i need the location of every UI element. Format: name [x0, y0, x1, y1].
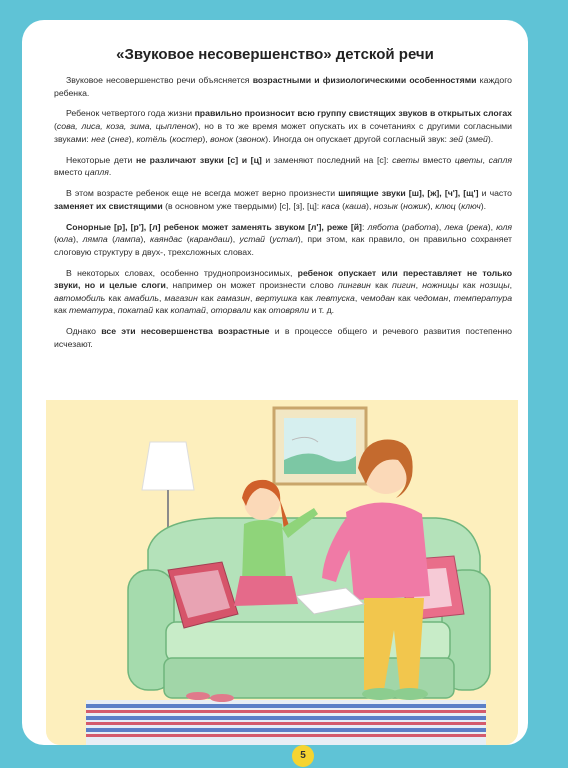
text-run: как — [458, 280, 480, 291]
bold-text: шипящие звуки [ш], [ж], [ч'], [щ'] — [338, 188, 479, 199]
italic-example: светы — [392, 154, 420, 165]
italic-example: клюц — [435, 200, 456, 211]
italic-example: лябота — [367, 221, 399, 232]
italic-example: оторвали — [210, 305, 252, 316]
text-run: (в основном уже твердыми) [с], [з], [ц]: — [162, 200, 322, 211]
italic-example: лампа — [115, 234, 141, 245]
italic-example: сапля — [488, 154, 512, 165]
text-run: ), — [140, 234, 150, 245]
text-run: ( — [397, 200, 404, 211]
text-run: ( — [462, 133, 469, 144]
italic-example: вертушка — [255, 292, 298, 303]
text-run: , например он может произнести слово — [165, 280, 339, 291]
text-run: , — [249, 292, 256, 303]
italic-example: копатай — [170, 305, 206, 316]
italic-example: каша — [345, 200, 367, 211]
text-run: и часто — [478, 188, 512, 199]
text-run: ). — [487, 133, 494, 144]
text-run: , — [354, 292, 361, 303]
text-run: ), — [436, 221, 445, 232]
text-run: и в процессе общего и речевого развития постепенно исчезают. — [54, 326, 512, 349]
text-run: ), — [229, 234, 240, 245]
text-run: ), — [427, 200, 436, 211]
page-number: 5 — [292, 745, 314, 767]
italic-example: снег — [110, 133, 129, 144]
text-run: , — [448, 292, 454, 303]
bold-text: правильно произносит всю группу свистящих звуков в открытых слогах — [194, 108, 512, 119]
text-run: ( — [463, 221, 470, 232]
italic-example: юла — [56, 234, 73, 245]
italic-example: левтуска — [316, 292, 355, 303]
text-run: , — [112, 305, 118, 316]
text-run: ( — [455, 200, 462, 211]
italic-example: лека — [444, 221, 464, 232]
italic-example: костер — [172, 133, 203, 144]
italic-example: юля — [496, 221, 512, 232]
bold-text: заменяет их свистящими — [54, 200, 163, 211]
text-run: Ребенок четвертого года жизни — [66, 108, 195, 119]
text-run: ( — [398, 221, 405, 232]
text-run: , — [415, 280, 423, 291]
italic-example: цветы — [454, 154, 483, 165]
bold-text: Сонорные [р], [р'], [л] ребенок может заменять звуком [л'], реже [й] — [66, 221, 362, 232]
text-run: ( — [54, 121, 57, 132]
text-run: ( — [233, 133, 239, 144]
italic-example: пингвин — [338, 280, 371, 291]
text-run: , — [158, 292, 165, 303]
italic-example: цапля — [84, 167, 109, 178]
text-run: ), но в то же время может опускать их в сочетаниях с другими согласными звуками: — [54, 121, 512, 144]
italic-example: река — [469, 221, 488, 232]
italic-example: устал — [272, 234, 298, 245]
italic-example: звонок — [238, 133, 266, 144]
italic-example: котёль — [136, 133, 167, 144]
italic-example: каяндас — [150, 234, 183, 245]
italic-example: покатай — [117, 305, 154, 316]
italic-example: работа — [404, 221, 437, 232]
italic-example: змей — [468, 133, 488, 144]
italic-example: чемодан — [360, 292, 395, 303]
bold-text: ребенок опускает или переставляет не только звуки, но и целые слоги — [54, 267, 513, 291]
paragraph — [54, 187, 512, 212]
text-run: Однако — [66, 326, 102, 337]
text-run: как — [54, 305, 70, 316]
italic-example: вонок — [210, 133, 234, 144]
paragraph — [54, 267, 512, 317]
text-run: ( — [166, 133, 173, 144]
text-run: ( — [54, 234, 57, 245]
italic-example: карандаш — [189, 234, 230, 245]
text-run: ( — [339, 200, 346, 211]
italic-example: автомобиль — [54, 292, 106, 303]
paragraph — [54, 325, 512, 350]
text-run: Звуковое несовершенство речи объясняется — [66, 75, 253, 85]
text-run: ). — [480, 200, 487, 211]
text-run: как — [105, 292, 125, 303]
paragraph — [54, 221, 512, 259]
italic-example: каса — [321, 200, 340, 211]
text-run: , — [509, 280, 513, 291]
text-run: как — [297, 292, 316, 303]
paragraph — [54, 154, 512, 179]
italic-example: лямпа — [82, 234, 108, 245]
text-run: как — [394, 292, 414, 303]
text-run: вместо — [54, 167, 85, 178]
italic-example: ключ — [461, 200, 481, 211]
text-run: ( — [182, 234, 190, 245]
text-run: как — [197, 292, 217, 303]
paragraph — [54, 107, 512, 145]
page — [22, 20, 528, 761]
italic-example: ножницы — [422, 280, 459, 291]
italic-example: нозык — [373, 200, 398, 211]
text-run: каждого ребенка. — [54, 75, 512, 98]
body-text — [54, 74, 512, 359]
italic-example: отовряли — [268, 305, 310, 316]
italic-example: ножик — [403, 200, 428, 211]
text-run: и т. д. — [309, 305, 335, 316]
text-run: как — [370, 280, 393, 291]
italic-example: устай — [239, 234, 265, 245]
italic-example: нег — [91, 133, 106, 144]
illustration-svg — [46, 400, 518, 745]
italic-example: гамазин — [216, 292, 250, 303]
text-run: ( — [107, 234, 116, 245]
text-run: . — [108, 167, 112, 178]
text-run: : — [361, 221, 368, 232]
text-run: ). Иногда он опускает другой согласный звук: — [265, 133, 450, 144]
italic-example: амабиль — [124, 292, 159, 303]
text-run: В этом возрасте ребенок еще не всегда может верно произнести — [66, 188, 339, 199]
text-run: В некоторых словах, особенно труднопроизносимых, — [66, 267, 298, 278]
italic-example: тематура — [69, 305, 113, 316]
page-title: «Звуковое несовершенство» детской речи — [116, 46, 434, 63]
text-run: ), — [202, 133, 211, 144]
text-run: ), — [366, 200, 374, 211]
text-run: , — [482, 154, 489, 165]
text-run: ), — [487, 221, 497, 232]
text-run: ), при этом, как правило, он правильно сохраняет слоговую структуру в двух-, трехсложных словах. — [54, 234, 512, 257]
text-run: ( — [105, 133, 111, 144]
text-run: ), — [128, 133, 137, 144]
italic-example: магазин — [164, 292, 198, 303]
text-run: как — [153, 305, 171, 316]
italic-example: пигин — [392, 280, 416, 291]
bold-text: все эти несовершенства возрастные — [101, 326, 270, 337]
text-run: Некоторые дети — [66, 154, 136, 165]
paragraph — [54, 74, 512, 99]
italic-example: температура — [453, 292, 513, 303]
bold-text: возрастными и физиологическими особенностями — [252, 75, 477, 85]
italic-example: сова, лиса, коза, зима, цыпленок — [56, 121, 196, 132]
text-run: , — [205, 305, 211, 316]
illustration-mother-daughter-sofa — [46, 400, 518, 745]
italic-example: зей — [449, 133, 463, 144]
bold-text: не различают звуки [с] и [ц] — [135, 154, 262, 165]
text-run: вместо — [419, 154, 455, 165]
text-run: ), — [72, 234, 83, 245]
text-run: как — [251, 305, 269, 316]
text-run: ( — [265, 234, 273, 245]
italic-example: нозицы — [479, 280, 510, 291]
text-run: и заменяют последний на [с]: — [261, 154, 393, 165]
italic-example: чедоман — [413, 292, 449, 303]
